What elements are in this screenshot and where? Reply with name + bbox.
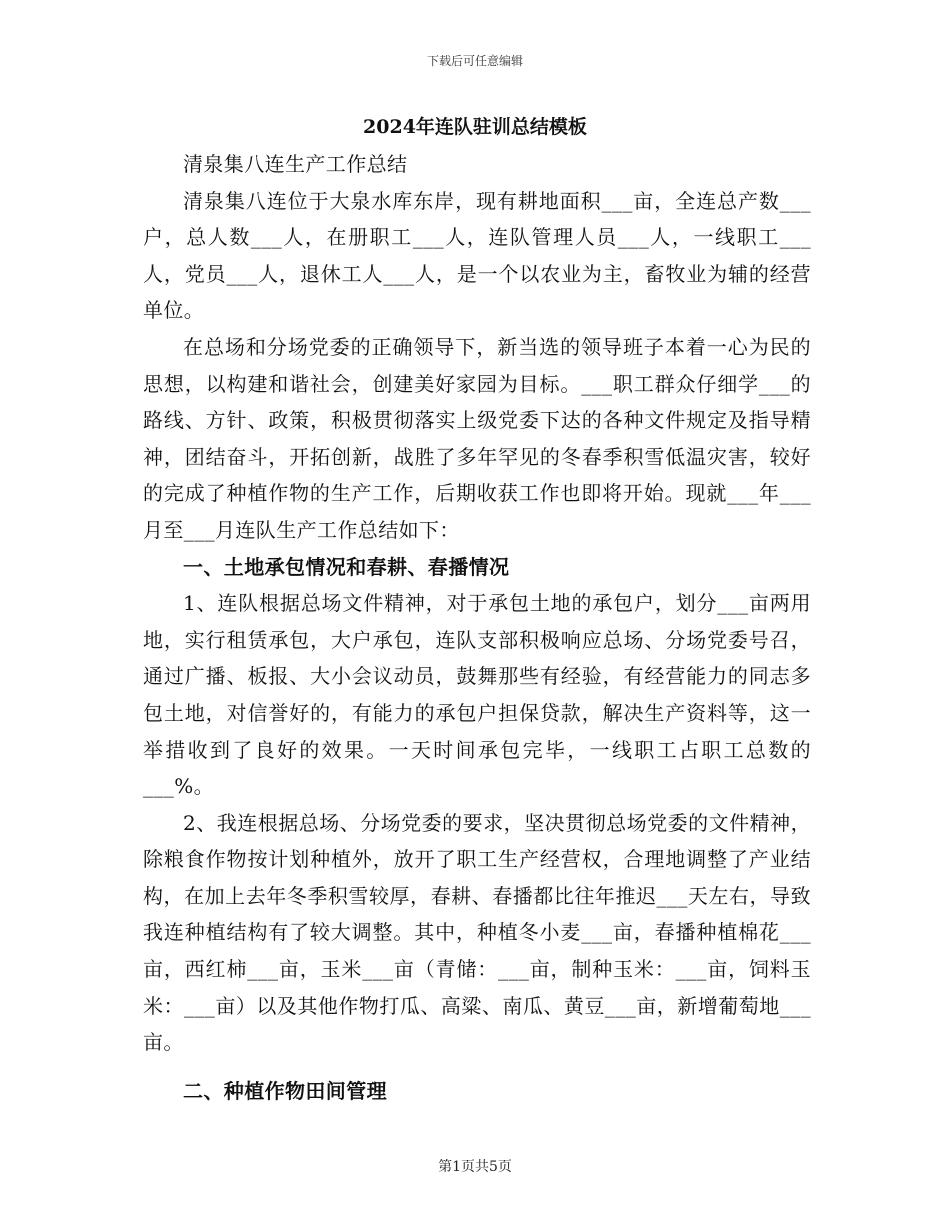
header-note: 下载后可任意编辑 bbox=[426, 54, 523, 68]
section-1-item-1: 1、连队根据总场文件精神，对于承包土地的承包户，划分___亩两用地，实行租赁承包，大户承包，连队支部积极响应总场、分场党委号召，通过广播、板报、大小会议动员，鼓舞那些有经验，有经营能力的同志多包土地，对信誉好的，有能力的承包户担保贷款，解决生产资料等，这一举措收到了良好的效果。一天时间承包完毕，一线职工占职工总数的___%。 bbox=[143, 591, 811, 799]
page-number-footer: 第1页共5页 bbox=[438, 1159, 512, 1175]
section-heading-1: 一、土地承包情况和春耕、春播情况 bbox=[183, 554, 510, 579]
intro-paragraph: 清泉集八连位于大泉水库东岸，现有耕地面积___亩，全连总产数___户，总人数___人，在册职工___人，连队管理人员___人，一线职工___人，党员___人，退休工人___人，是一个以农业为主，畜牧业为辅的经营单位。 bbox=[143, 188, 811, 323]
leadership-paragraph: 在总场和分场党委的正确领导下，新当选的领导班子本着一心为民的思想，以构建和谐社会，创建美好家园为目标。___职工群众仔细学___的路线、方针、政策，积极贯彻落实上级党委下达的各种文件规定及指导精神，团结奋斗，开拓创新，战胜了多年罕见的冬春季积雪低温灾害，较好的完成了种植作物的生产工作，后期收获工作也即将开始。现就___年___月至___月连队生产工作总结如下： bbox=[143, 334, 811, 542]
section-heading-2: 二、种植作物田间管理 bbox=[183, 1078, 387, 1103]
document-body bbox=[143, 146, 811, 1109]
section-1-item-2: 2、我连根据总场、分场党委的要求，坚决贯彻总场党委的文件精神，除粮食作物按计划种植外，放开了职工生产经营权，合理地调整了产业结构，在加上去年冬季积雪较厚，春耕、春播都比往年推迟___天左右，导致我连种植结构有了较大调整。其中，种植冬小麦___亩，春播种植棉花___亩，西红柿___亩，玉米___亩（青储：___亩，制种玉米：___亩，饲料玉米：___亩）以及其他作物打瓜、高粱、南瓜、黄豆___亩，新增葡萄地___亩。 bbox=[143, 810, 811, 1055]
subtitle: 清泉集八连生产工作总结 bbox=[183, 152, 408, 176]
document-title: 2024年连队驻训总结模板 bbox=[363, 116, 587, 138]
